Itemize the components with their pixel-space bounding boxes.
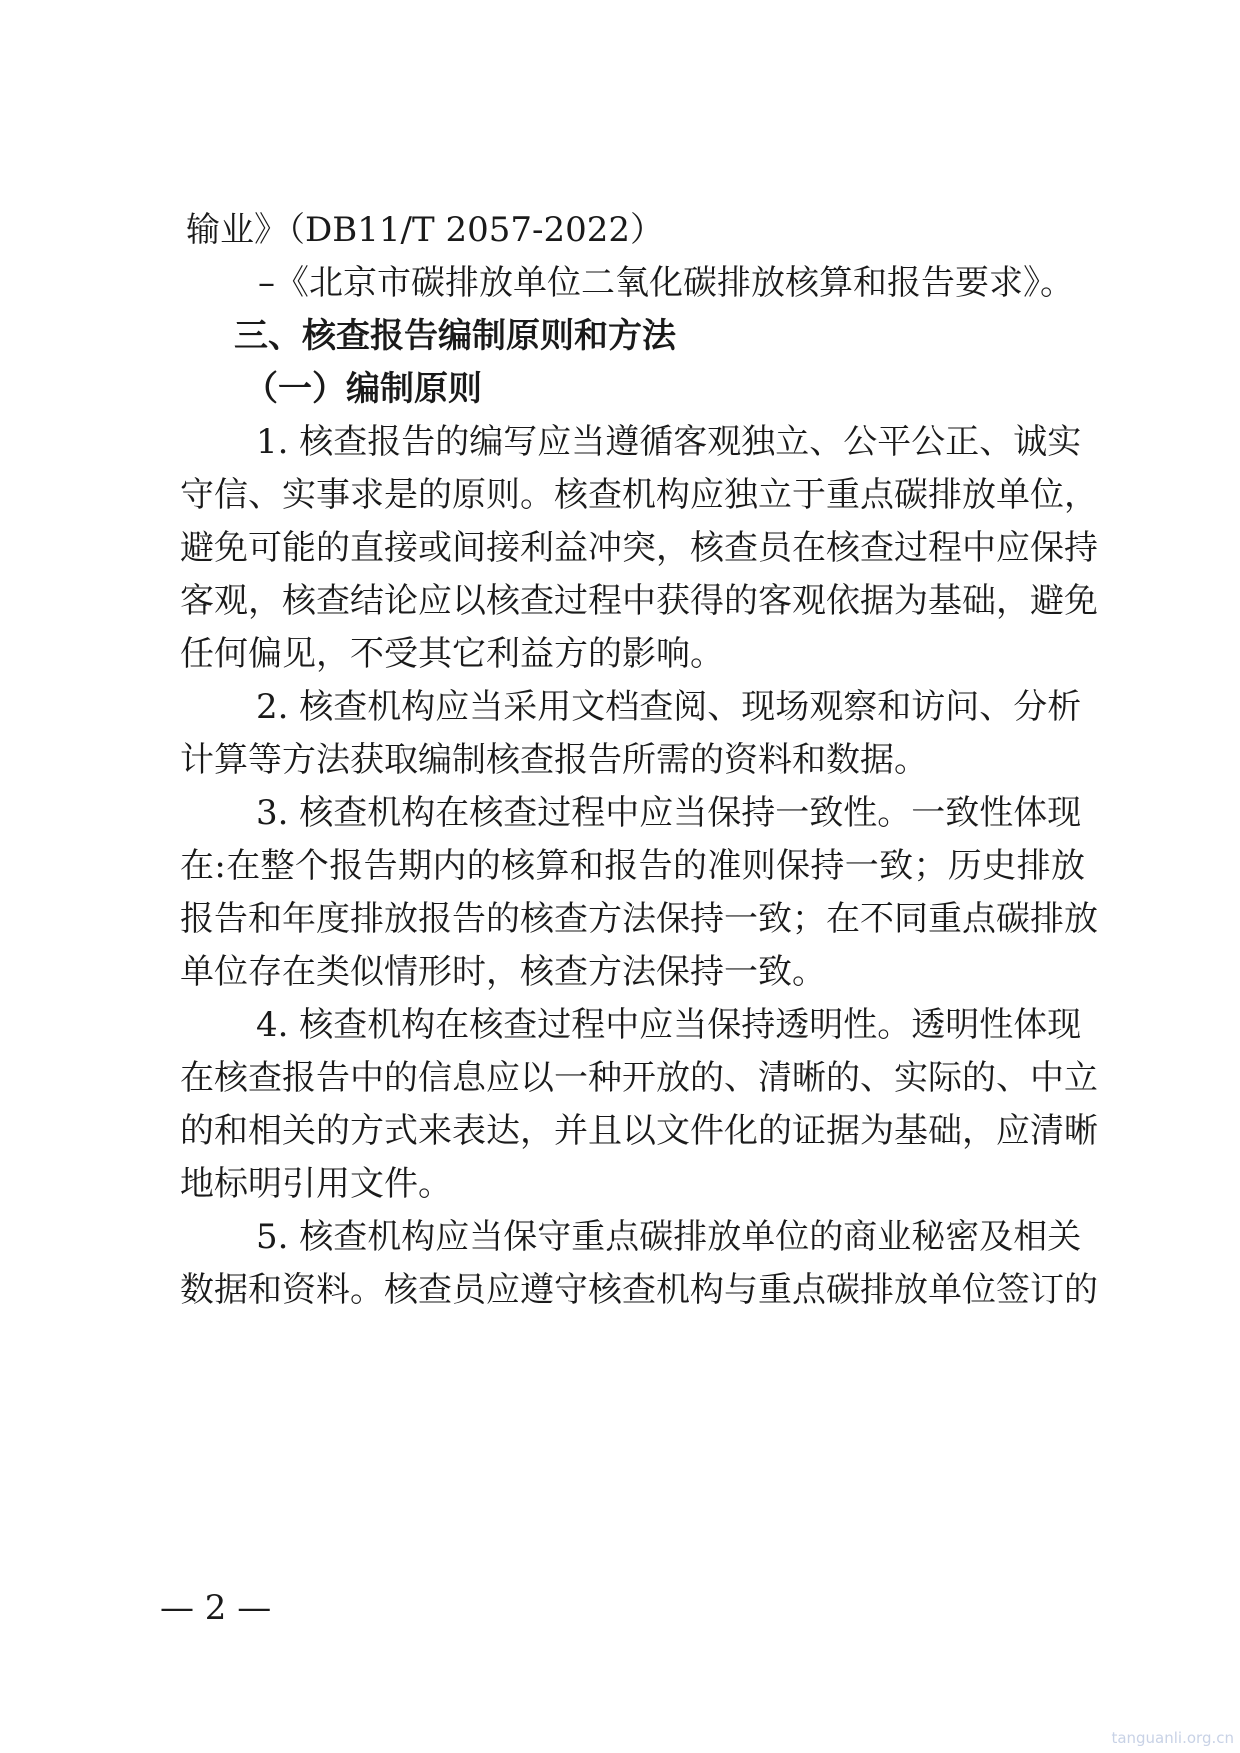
paragraph-line: 报告和年度排放报告的核查方法保持一致；在不同重点碳排放 [180,899,1098,939]
paragraph-line: 4. 核查机构在核查过程中应当保持透明性。透明性体现 [256,1005,1082,1045]
paragraph-line: 的和相关的方式来表达，并且以文件化的证据为基础，应清晰 [180,1111,1098,1151]
paragraph-line: 5. 核查机构应当保守重点碳排放单位的商业秘密及相关 [256,1217,1082,1257]
paragraph-line: 数据和资料。核查员应遵守核查机构与重点碳排放单位签订的 [180,1270,1098,1310]
paragraph-line: 1. 核查报告的编写应当遵循客观独立、公平公正、诚实 [256,422,1082,462]
subsection-heading: （一）编制原则 [244,369,482,409]
paragraph-line: 在核查报告中的信息应以一种开放的、清晰的、实际的、中立 [180,1058,1098,1098]
paragraph-line: 地标明引用文件。 [180,1164,452,1204]
text-line-reference: –《北京市碳排放单位二氧化碳排放核算和报告要求》。 [258,263,1074,303]
paragraph-line: 客观，核查结论应以核查过程中获得的客观依据为基础，避免 [180,581,1098,621]
paragraph-line: 2. 核查机构应当采用文档查阅、现场观察和访问、分析 [256,687,1082,727]
paragraph-line: 计算等方法获取编制核查报告所需的资料和数据。 [180,740,928,780]
page-number: — 2 — [160,1588,272,1628]
paragraph-line: 单位存在类似情形时，核查方法保持一致。 [180,952,826,992]
section-heading: 三、核查报告编制原则和方法 [234,316,676,356]
text-line-continuation: 输业》（DB11/T 2057-2022） [186,210,664,250]
paragraph-line: 在:在整个报告期内的核算和报告的准则保持一致；历史排放 [180,846,1085,886]
paragraph-line: 避免可能的直接或间接利益冲突，核查员在核查过程中应保持 [180,528,1098,568]
paragraph-line: 3. 核查机构在核查过程中应当保持一致性。一致性体现 [256,793,1082,833]
paragraph-line: 任何偏见，不受其它利益方的影响。 [180,634,724,674]
watermark: tanguanli.org.cn [1111,1729,1234,1747]
paragraph-line: 守信、实事求是的原则。核查机构应独立于重点碳排放单位， [180,475,1098,515]
